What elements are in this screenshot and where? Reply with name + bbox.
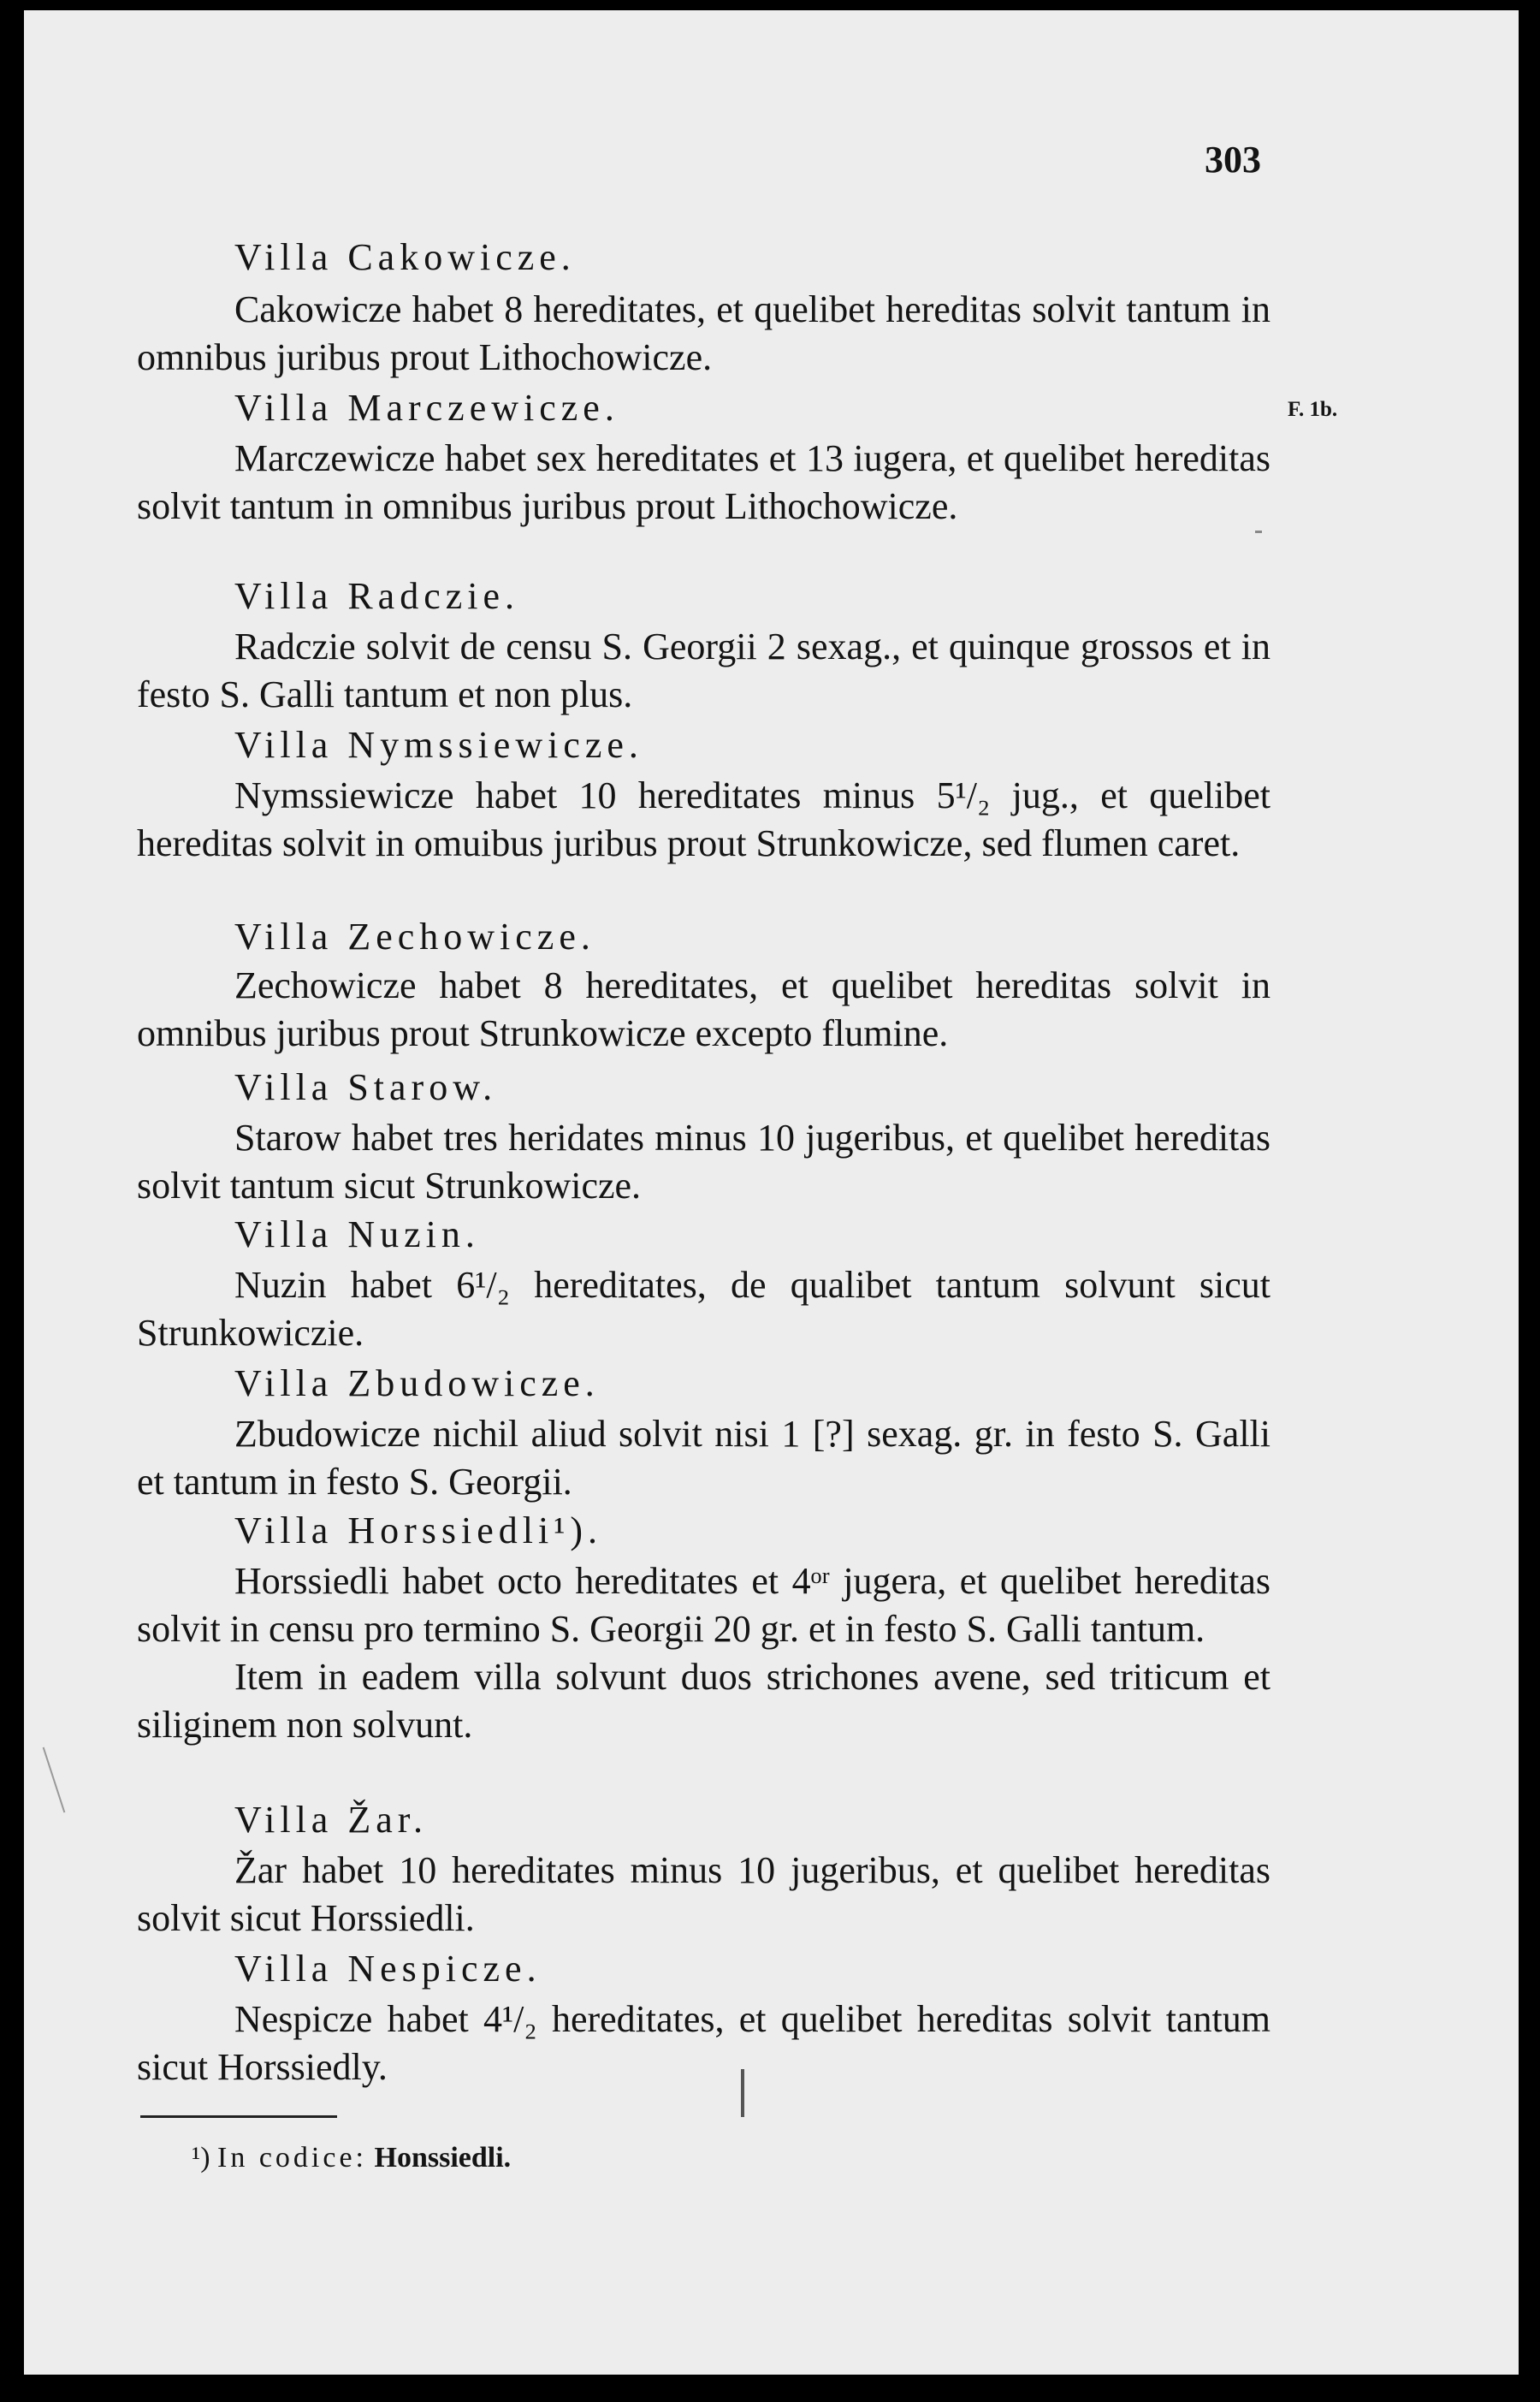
entry-heading: Villa Zbudowicze. bbox=[234, 1362, 600, 1404]
margin-note: F. 1b. bbox=[1288, 398, 1338, 421]
scan-mark bbox=[741, 2069, 744, 2117]
entry-text bbox=[137, 772, 1270, 868]
footnote bbox=[192, 2139, 511, 2177]
entry-text bbox=[137, 1261, 1270, 1357]
entry-heading: Villa Zechowicze. bbox=[234, 916, 595, 958]
entry-paragraph: Radczie solvit de censu S. Georgii 2 sexag., et quinque grossos et in festo S. Galli tantum et non plus. bbox=[137, 626, 1270, 715]
entry-paragraph: Starow habet tres heridates minus 10 jugeribus, et quelibet hereditas solvit tantum sicut Strunkowicze. bbox=[137, 1117, 1270, 1207]
entry-paragraph: Zbudowicze nichil aliud solvit nisi 1 [?] sexag. gr. in festo S. Galli et tantum in festo S. Georgii. bbox=[137, 1413, 1270, 1503]
entry-text bbox=[137, 435, 1270, 531]
entry-text bbox=[137, 1557, 1270, 1749]
entry-text bbox=[137, 623, 1270, 719]
entry-heading: Villa Cakowicze. bbox=[234, 236, 576, 278]
entry-paragraph: Nespicze habet 4¹/₂ hereditates, et quelibet hereditas solvit tantum sicut Horssiedly. bbox=[137, 1998, 1270, 2088]
entry-heading: Villa Nuzin. bbox=[234, 1213, 480, 1255]
entry-text bbox=[137, 286, 1270, 382]
entry-paragraph: Horssiedli habet octo hereditates et 4ᵒʳ jugera, et quelibet hereditas solvit in censu pro termino S. Georgii 20 gr. et in festo S. Galli tantum. bbox=[137, 1560, 1270, 1650]
entry-heading: Villa Starow. bbox=[234, 1066, 498, 1108]
entry-heading: Villa Nymssiewicze. bbox=[234, 724, 643, 766]
entry-paragraph: Nymssiewicze habet 10 hereditates minus 5¹/₂ jug., et quelibet hereditas solvit in omuibus juribus prout Strunkowicze, sed flumen caret. bbox=[137, 774, 1270, 864]
entry-text bbox=[137, 1114, 1270, 1210]
entry-text bbox=[137, 1996, 1270, 2091]
entry-paragraph: Nuzin habet 6¹/₂ hereditates, de qualibet tantum solvunt sicut Strunkowiczie. bbox=[137, 1264, 1270, 1354]
entry-paragraph: Zechowicze habet 8 hereditates, et quelibet hereditas solvit in omnibus juribus prout Strunkowicze excepto flumine. bbox=[137, 964, 1270, 1054]
entry-text bbox=[137, 962, 1270, 1058]
footnote-rule bbox=[140, 2115, 337, 2118]
entry-paragraph: Marczewicze habet sex hereditates et 13 iugera, et quelibet hereditas solvit tantum in omnibus juribus prout Lithochowicze. bbox=[137, 437, 1270, 527]
entry-heading: Villa Horssiedli¹). bbox=[234, 1509, 603, 1551]
entry-text bbox=[137, 1847, 1270, 1942]
entry-paragraph: Item in eadem villa solvunt duos strichones avene, sed triticum et siliginem non solvunt. bbox=[137, 1656, 1270, 1746]
scan-mark bbox=[1255, 531, 1262, 533]
entry-paragraph: Cakowicze habet 8 hereditates, et quelibet hereditas solvit tantum in omnibus juribus prout Lithochowicze. bbox=[137, 288, 1270, 378]
footnote-value: Honssiedli. bbox=[374, 2142, 512, 2174]
entry-heading: Villa Marczewicze. bbox=[234, 387, 619, 429]
page-number: 303 bbox=[1205, 139, 1261, 181]
footnote-marker: ¹) bbox=[192, 2142, 210, 2174]
entry-heading: Villa Žar. bbox=[234, 1799, 428, 1841]
entry-heading: Villa Radczie. bbox=[234, 575, 520, 617]
entry-paragraph: Žar habet 10 hereditates minus 10 jugeribus, et quelibet hereditas solvit sicut Horssiedli. bbox=[137, 1849, 1270, 1939]
entry-heading: Villa Nespicze. bbox=[234, 1948, 542, 1990]
entry-text bbox=[137, 1410, 1270, 1506]
footnote-prefix: In codice: bbox=[217, 2142, 368, 2174]
